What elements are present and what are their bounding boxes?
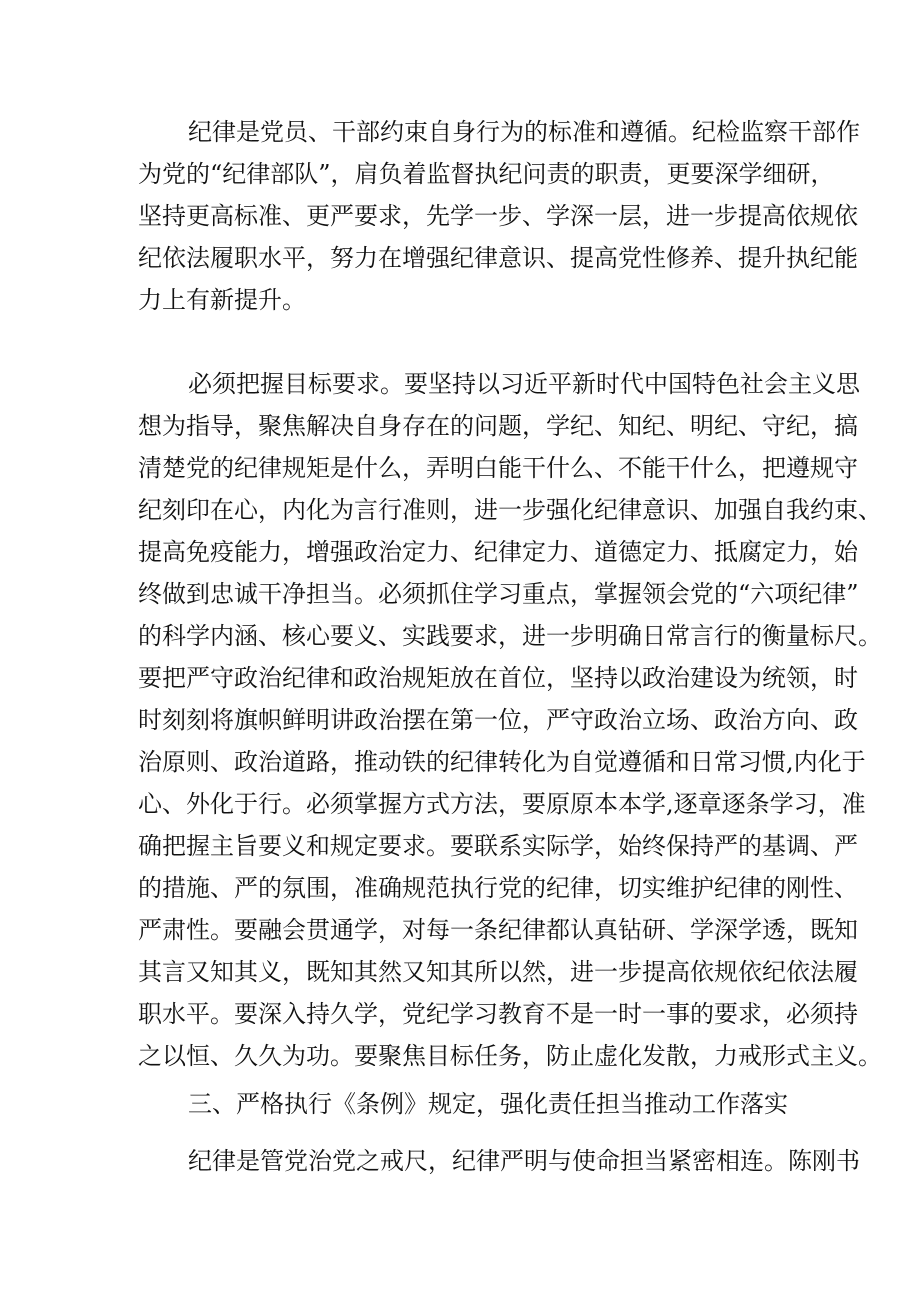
text-line: 提高免疫能力，增强政治定力、纪律定力、道德定力、抵腐定力，始 (138, 538, 858, 566)
text-line: 其言又知其义，既知其然又知其所以然，进一步提高依规依纪依法履 (138, 958, 858, 986)
text-line: 心、外化于行。必须掌握方式方法，要原原本本学,逐章逐条学习，准 (138, 790, 866, 818)
text-line: 力上有新提升。 (138, 286, 306, 314)
text-line: 要把严守政治纪律和政治规矩放在首位，坚持以政治建设为统领，时 (138, 664, 858, 692)
text-line: 的措施、严的氛围，准确规范执行党的纪律，切实维护纪律的刚性、 (138, 874, 858, 902)
section-heading-text: 三、严格执行《条例》规定，强化责任担当推动工作落实 (188, 1090, 788, 1118)
text-line: 职水平。要深入持久学，党纪学习教育不是一时一事的要求，必须持 (138, 1000, 858, 1028)
paragraph-discipline-standard (138, 111, 860, 321)
text-line: 终做到忠诚干净担当。必须抓住学习重点，掌握领会党的“六项纪律” (138, 580, 859, 608)
text-line: 坚持更高标准、更严要求，先学一步、学深一层，进一步提高依规依 (138, 202, 858, 230)
text-line: 确把握主旨要义和规定要求。要联系实际学，始终保持严的基调、严 (138, 832, 858, 860)
text-line: 必须把握目标要求。要坚持以习近平新时代中国特色社会主义思 (188, 370, 860, 398)
text-line: 时刻刻将旗帜鲜明讲政治摆在第一位，严守政治立场、政治方向、政 (138, 706, 858, 734)
section-heading (138, 1083, 798, 1125)
text-line: 之以恒、久久为功。要聚焦目标任务，防止虚化发散，力戒形式主义。 (138, 1042, 882, 1070)
text-line: 为党的“纪律部队”，肩负着监督执纪问责的职责，更要深学细研， (138, 160, 835, 188)
text-line: 治原则、政治道路，推动铁的纪律转化为自觉遵循和日常习惯,内化于 (138, 748, 866, 776)
text-line: 纪律是管党治党之戒尺，纪律严明与使命担当紧密相连。陈刚书 (188, 1147, 860, 1175)
text-line: 纪刻印在心，内化为言行准则，进一步强化纪律意识、加强自我约束、 (138, 496, 882, 524)
text-line: 纪依法履职水平，努力在增强纪律意识、提高党性修养、提升执纪能 (138, 244, 858, 272)
paragraph-goal-requirements (138, 363, 882, 1077)
text-line: 清楚党的纪律规矩是什么，弄明白能干什么、不能干什么，把遵规守 (138, 454, 858, 482)
text-line: 严肃性。要融会贯通学，对每一条纪律都认真钻研、学深学透，既知 (138, 916, 858, 944)
text-line: 纪律是党员、干部约束自身行为的标准和遵循。纪检监察干部作 (188, 118, 860, 146)
text-line: 的科学内涵、核心要义、实践要求，进一步明确日常言行的衡量标尺。 (138, 622, 882, 650)
paragraph-discipline-ruler (138, 1140, 860, 1182)
text-line: 想为指导，聚焦解决自身存在的问题，学纪、知纪、明纪、守纪，搞 (138, 412, 858, 440)
